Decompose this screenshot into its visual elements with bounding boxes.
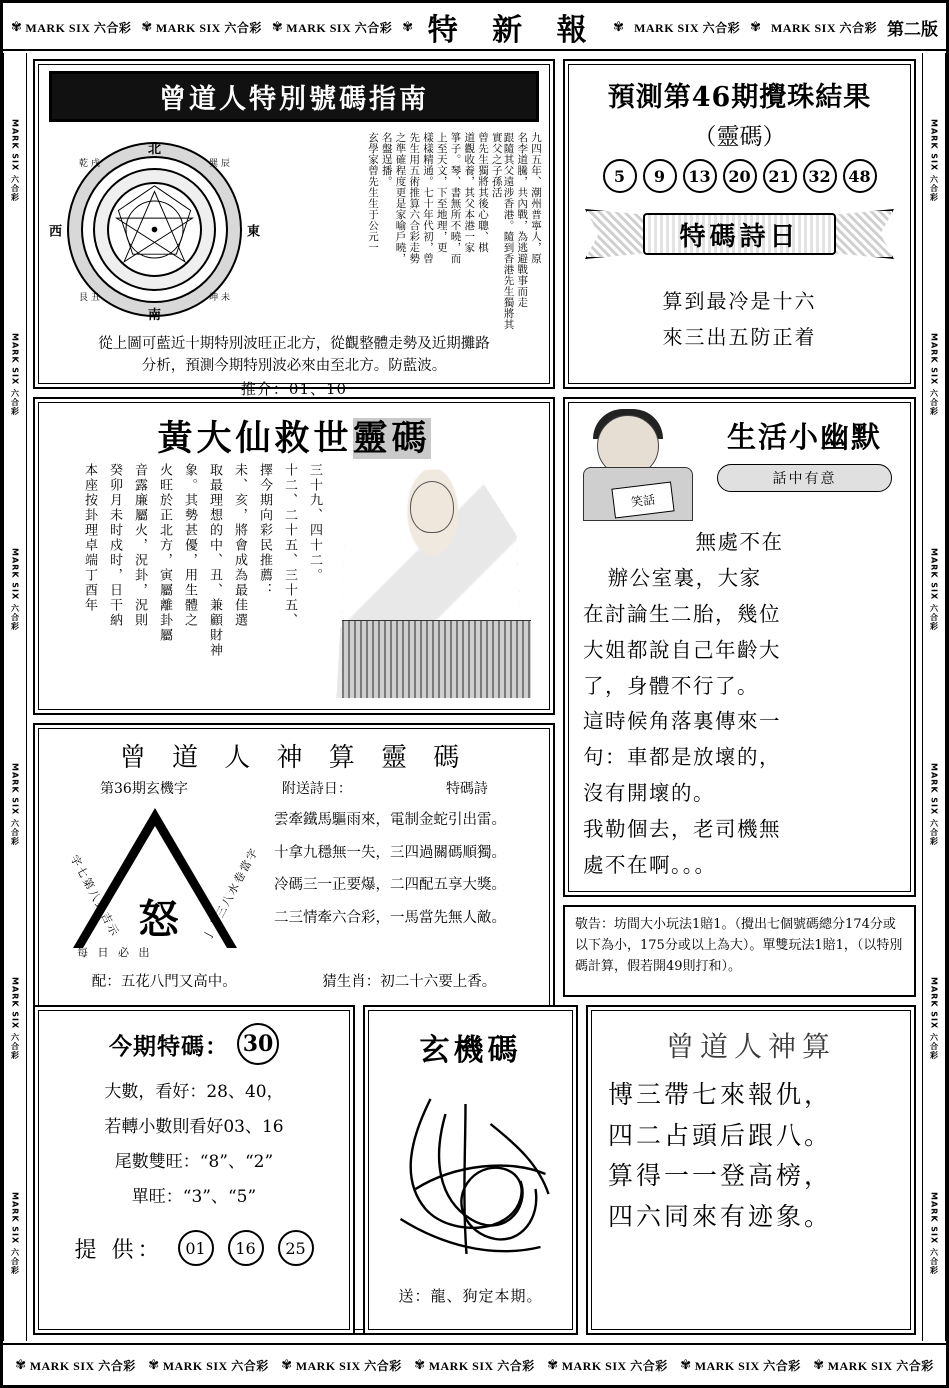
compass-corner-label: 巽 辰 [209,159,230,169]
page-title: 特 新 報 [427,13,599,48]
rail-text: MARK SIX 六合彩 [10,333,20,417]
wong-text-column: 音露廉屬火，況卦，況則 [132,463,147,628]
rail-text: MARK SIX 六合彩 [929,333,939,417]
forecast-title: 預測第46期攪珠結果 [607,82,872,113]
rail-text: MARK SIX 六合彩 [10,118,20,202]
compass-north-label: 北 [147,142,162,157]
scribble-drawing [369,1069,572,1279]
compass-corner-label: 乾 戌 [79,159,100,169]
today-supply-row [39,1214,349,1266]
today-tip-line: 若轉小數則看好03、16 [104,1116,284,1137]
masthead [3,3,946,51]
compass-west-label: 西 [49,224,63,239]
guide-text-column: 之準確程度更是家喻戶曉， [394,132,407,264]
guide-body [39,124,549,332]
guide-text-column: 玄學家曾先生生于公元一 [367,132,379,253]
flower-icon: ✾ [547,1357,559,1373]
ribbon-label: 特碼詩日 [643,213,836,255]
rail-text: MARK SIX 六合彩 [10,977,20,1061]
edition-label: 第二版 [887,19,938,40]
footer-brand-item [281,1357,401,1374]
masthead-brands-left [11,19,413,36]
humor-header [569,403,910,515]
life-humor-section [563,397,916,897]
shensuan-body [39,800,549,960]
deity-base [342,620,531,698]
humor-subtitle-pill: 話中有意 [717,464,892,492]
humor-line: 辦公室裏，大家 [607,565,762,590]
flower-icon: ✾ [680,1357,692,1373]
wong-title [39,403,549,463]
special-number-guide-section [33,59,555,398]
brand-item [634,19,740,36]
guide-text-column: 名盤逞播。 [380,132,393,187]
xuanji-footer: 送：龍、狗定本期。 [398,1287,543,1305]
guide-analysis-line-1: 從上圖可藍近十期特別波旺正北方，從觀整體走勢及近期攤路 [98,336,490,352]
today-special-number-section [33,1005,355,1335]
xuanji-scribble [369,1069,572,1279]
humor-line: 我勒個去，老司機無 [583,817,781,841]
compass-east-label: 東 [246,224,260,239]
humor-banner [709,409,900,515]
rail-text: MARK SIX 六合彩 [10,1192,20,1276]
guide-text-column: 曾先生獨將其後心聰、棋 [477,132,489,253]
today-tips [39,1069,349,1214]
flower-icon: ✾ [750,19,761,35]
forecast-verse [569,265,910,355]
flower-icon: ✾ [613,19,625,35]
poem-line: 二三情牽六合彩，一馬當先無人敵。 [274,909,506,926]
rail-text: MARK SIX 六合彩 [929,118,939,202]
compass-wrapper [47,128,262,332]
flower-icon: ✾ [141,19,153,35]
humor-body-text [569,515,910,884]
today-tip-line: 尾數雙旺：“8”、“2” [114,1151,274,1172]
mystery-code-section [363,1005,578,1335]
humor-line: 了，身體不行了。 [583,673,759,698]
mystery-character: 怒 [138,896,179,943]
forecast-ball: 48 [843,159,877,193]
xuanji-inner [368,1010,573,1330]
footer-brand-item [148,1357,268,1374]
supply-label: 提 供： [74,1237,164,1263]
guide-text-column: 箏子。琴、書無所不曉，而 [449,132,462,264]
rail-text: MARK SIX 六合彩 [929,762,939,846]
flower-icon: ✾ [402,19,414,35]
wong-text-column: 取最理想的中、丑、兼顧財神 [207,463,222,658]
wong-title-main: 黃大仙救世 [157,418,353,459]
footer-brand-label: MARK SIX 六合彩 [162,1358,269,1373]
shensuan-pair-text: 配：五花八門又高中。 [91,974,237,990]
flower-icon: ✾ [414,1357,426,1373]
flower-icon: ✾ [813,1357,825,1373]
today-number-ball: 30 [237,1023,279,1065]
divine-inner [591,1010,911,1330]
guide-analysis-line-2: 分析，預測今期特別波必來由至北方。防藍波。 [141,357,447,374]
humor-line: 在討論生二胎，幾位 [583,601,781,626]
divine-verse-line: 四六同來有迹象。 [608,1201,833,1231]
forecast-ball: 5 [603,159,637,193]
footer-brand-label: MARK SIX 六合彩 [561,1358,668,1373]
brand-label: MARK SIX 六合彩 [25,20,132,35]
compass-corner-label: 艮 丑 [79,293,100,303]
guide-text-column: 跟隨其父遠涉香港。隨到香港先生獨將其實父之子孫活 [490,132,515,330]
wong-vertical-text [49,463,324,698]
brand-label: MARK SIX 六合彩 [155,20,262,35]
brand-item [141,19,261,36]
supply-ball: 01 [178,1230,214,1266]
deity-head [410,481,454,533]
guide-text-column: 先生用五術推算六合彩走勢 [408,132,421,264]
wong-inner [38,402,550,710]
wong-text-column: 擇今期向彩民推薦： [257,463,272,598]
forecast-ball: 20 [723,159,757,193]
humor-line: 無處不在 [695,530,784,554]
rail-text: MARK SIX 六合彩 [929,1192,939,1276]
footer-brand-label: MARK SIX 六合彩 [827,1358,934,1373]
compass-south-label: 南 [147,308,162,323]
flower-icon: ✾ [11,19,23,35]
forecast-verse-line: 算到最冷是十六 [662,289,817,313]
bottom-row [33,1005,916,1335]
brand-label: MARK SIX 六合彩 [286,20,393,35]
humor-line: 大姐都說自己年齡大 [583,637,781,662]
guide-recommendation: 推介：01、10 [240,379,348,398]
flower-icon: ✾ [148,1357,160,1373]
shensuan-poem-label: 附送詩日： [281,781,352,797]
humor-title: 生活小幽默 [726,420,882,454]
notice-section [563,905,916,997]
flower-icon: ✾ [15,1357,27,1373]
forecast-verse-line: 來三出五防正着 [662,325,817,349]
wong-text-column: 象。其勢甚優，用生體之 [182,463,197,628]
wong-text-column: 火旺於正北方，寅屬離卦屬 [157,463,172,643]
footer-brand-label: MARK SIX 六合彩 [295,1358,402,1373]
rail-text: MARK SIX 六合彩 [10,762,20,846]
poem-line: 十拿九穩無一失，三四過關碼順獨。 [274,844,506,861]
ribbon-banner [585,203,894,265]
shensuan-zodiac-text: 猜生肖：初二十六要上香。 [322,974,497,990]
compass-star-lines [107,182,202,277]
today-header [39,1011,349,1069]
ribbon-tail-left [585,209,647,259]
today-tip-line: 大數，看好：28、40， [104,1082,284,1102]
humor-line: 沒有開壞的。 [583,781,715,806]
divine-verse [592,1069,910,1237]
supply-ball: 25 [278,1230,314,1266]
deity-illustration [324,463,539,698]
guide-footer [39,332,549,400]
forecast-ball-list [569,157,910,201]
shensuan-header-row [39,778,549,800]
triangle-diagram [51,800,266,960]
guide-banner [49,71,539,122]
compass-diagram [49,142,260,323]
wong-text-column: 未、亥，將會成為最佳選 [232,463,247,628]
brand-label: MARK SIX 六合彩 [634,20,741,35]
flower-icon: ✾ [281,1357,293,1373]
humor-inner [568,402,911,892]
poem-line: 雲牽鐵馬驅雨來，電制金蛇引出雷。 [274,812,506,828]
wong-text-column: 三十九、四十二。 [307,463,322,583]
guide-text-column: 上至天文，下至地理，更 [435,132,448,253]
humor-line: 句：車都是放壞的， [583,745,781,770]
right-rail [922,53,946,1341]
wong-body [39,463,549,698]
guide-text-column: 九四五年、潮州普寧人，原 [530,132,542,264]
ribbon-tail-right [832,209,894,259]
flower-icon: ✾ [271,19,284,35]
notice-text: 敬告：坊間大小玩法1賠1。（攪出七個號碼總分174分或以下為小，175分或以上為大）。單雙玩法1賠1，（以特別碼計算，假若開49則打和）。 [575,917,903,974]
today-label: 今期特碼： [109,1032,229,1060]
humor-line: 處不在啊。。。 [583,852,717,877]
wong-text-column: 本座按卦理卓端丁酉年 [82,463,97,613]
draw-forecast-section [563,59,916,389]
poem-line: 冷碼三一正要爆，二四配五享大獎。 [274,877,506,894]
compass-corner-label: 坤 未 [209,293,230,303]
xuanji-title: 玄機碼 [419,1033,522,1068]
left-rail [3,53,27,1341]
triangle-bottom-text: 每 日 必 出 [77,946,153,959]
wong-tai-sin-section [33,397,555,715]
footer-brand-label: MARK SIX 六合彩 [428,1358,535,1373]
footer-strip [3,1343,946,1385]
footer-brand-label: MARK SIX 六合彩 [29,1358,136,1373]
brand-item [272,19,392,36]
triangle-right-text: 亅丨三八水卷當字 [200,844,262,943]
wong-text-column: 癸卯月未时戍时，日干納 [107,463,122,628]
footer-brand-item [680,1357,800,1374]
shensuan-period-label: 第36期玄機字 [100,781,188,797]
wong-text-column: 十二、二十五、三十五、 [282,463,297,628]
forecast-subtitle: （靈碼） [693,124,786,150]
guide-inner [38,64,550,398]
triangle-left-text: 字七第八卦吉示 [67,852,122,940]
rail-text: MARK SIX 六合彩 [929,977,939,1061]
shensuan-special-poem-label: 特碼詩 [445,781,488,797]
footer-brand-item [15,1357,135,1374]
today-inner [38,1010,350,1330]
forecast-ball: 32 [803,159,837,193]
humor-line: 這時候角落裏傳來一 [583,709,781,734]
divine-verse-line: 算得一一登高榜， [608,1161,833,1190]
divine-verse-line: 博三帶七來報仇， [608,1080,833,1109]
guide-banner-title: 曾道人特別號碼指南 [159,84,429,115]
cartoon-person-illustration [579,409,709,515]
rail-text: MARK SIX 六合彩 [10,548,20,632]
supply-ball: 16 [228,1230,264,1266]
forecast-ball: 9 [643,159,677,193]
shensuan-footer [39,960,549,991]
today-tip-line: 單旺：“3”、“5” [131,1186,257,1207]
guide-text-column: 樣樣精通。七十年代初，曾 [422,132,434,264]
bottom-section-row [33,1005,916,1337]
forecast-ball: 21 [763,159,797,193]
rail-text: MARK SIX 六合彩 [929,548,939,632]
divine-verse-line: 四二占頭后跟八。 [608,1120,833,1150]
guide-text-column: 名李道騰，共內戰，為逃避戰事而走 [516,132,529,308]
masthead-brands-right [613,15,938,40]
forecast-ball: 13 [683,159,717,193]
divine-title: 曾道人神算 [665,1030,836,1063]
guide-vertical-text [262,128,541,332]
footer-brand-item [414,1357,534,1374]
joke-note: 笑話 [611,481,674,518]
brand-label: MARK SIX 六合彩 [770,20,877,35]
wong-title-highlight: 靈碼 [352,418,431,459]
footer-brand-item [813,1357,933,1374]
divine-verse-section [586,1005,916,1335]
footer-brand-item [547,1357,667,1374]
brand-item [11,19,131,36]
guide-text-column: 道觀收養，其父本港一家 [463,132,476,253]
brand-item [771,19,877,36]
footer-brand-label: MARK SIX 六合彩 [694,1358,801,1373]
shensuan-title: 曾 道 人 神 算 靈 碼 [119,743,469,773]
shensuan-poem [266,800,537,960]
forecast-inner [568,64,911,384]
